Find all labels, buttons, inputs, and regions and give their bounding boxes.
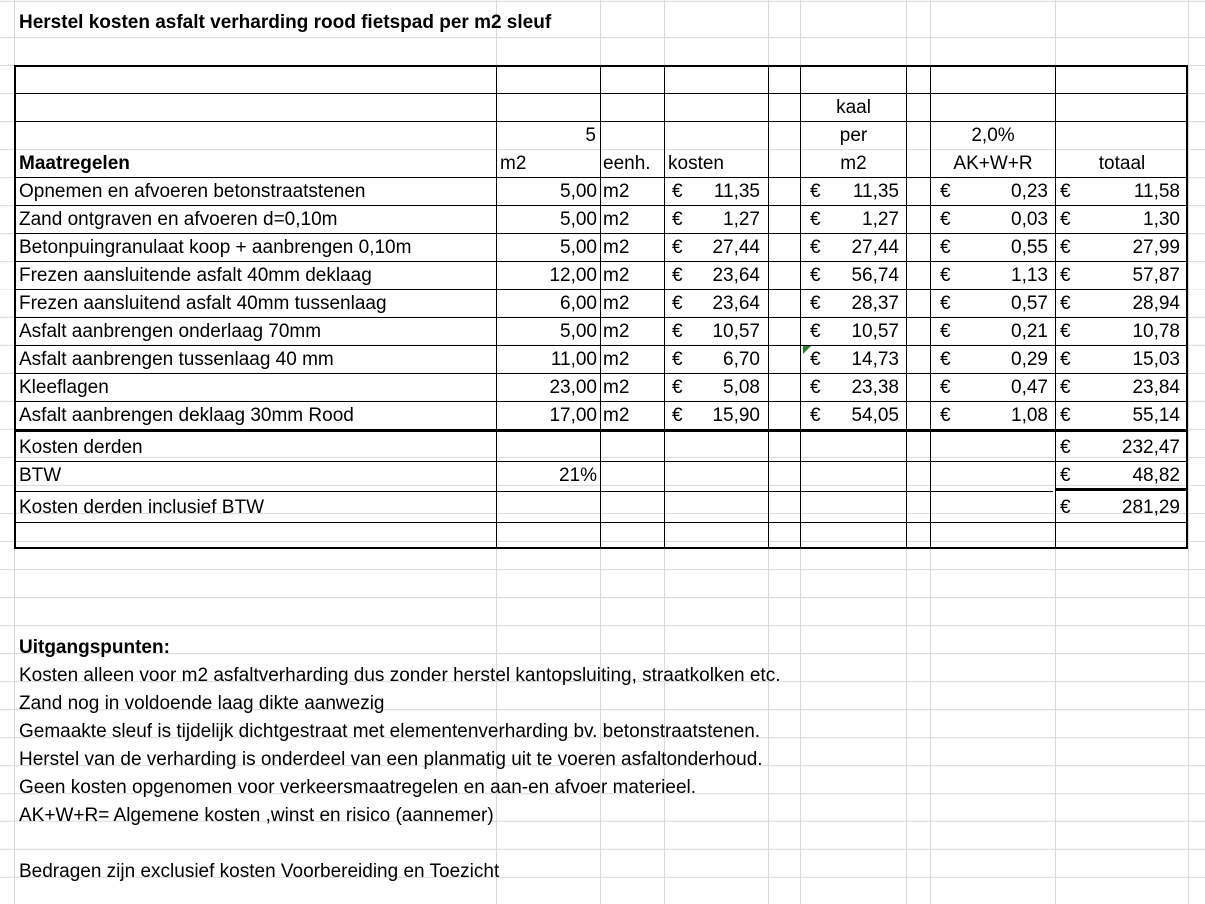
row-kaal-cell[interactable]: 56,74 [851, 265, 899, 286]
euro-sign: € [1060, 321, 1071, 342]
row-akwr-cell[interactable]: 0,23 [1011, 181, 1048, 202]
row-kosten-cell[interactable]: 5,08 [723, 377, 760, 398]
row-unit-cell[interactable]: m2 [603, 321, 630, 342]
row-desc-cell[interactable]: Frezen aansluitend asfalt 40mm tussenlaag [19, 293, 387, 314]
row-kosten-cell[interactable]: 23,64 [712, 293, 760, 314]
row-kosten-cell[interactable]: 6,70 [723, 349, 760, 370]
row-qty-cell[interactable]: 5,00 [560, 181, 597, 202]
row-qty-cell[interactable]: 23,00 [549, 377, 597, 398]
row-desc-cell[interactable]: Asfalt aanbrengen onderlaag 70mm [19, 321, 322, 342]
row-totaal-cell[interactable]: 23,84 [1132, 377, 1180, 398]
row-totaal-cell[interactable]: 27,99 [1132, 237, 1180, 258]
header-akwr[interactable]: AK+W+R [953, 153, 1033, 174]
row-totaal-cell[interactable]: 10,78 [1132, 321, 1180, 342]
notes-heading[interactable]: Uitgangspunten: [19, 637, 170, 658]
row-desc-cell[interactable]: Opnemen en afvoeren betonstraatstenen [19, 181, 366, 202]
notes-footer[interactable]: Bedragen zijn exclusief kosten Voorbereiding en Toezicht [19, 861, 500, 882]
euro-sign: € [940, 405, 951, 426]
col-divider [600, 67, 601, 547]
row-totaal-cell[interactable]: 1,30 [1143, 209, 1180, 230]
euro-sign: € [940, 265, 951, 286]
euro-sign: € [672, 293, 683, 314]
euro-sign: € [810, 293, 821, 314]
col-divider [664, 67, 665, 547]
euro-sign: € [940, 237, 951, 258]
euro-sign: € [940, 377, 951, 398]
euro-sign: € [810, 181, 821, 202]
note-line[interactable]: Gemaakte sleuf is tijdelijk dichtgestraat met elementenverharding bv. betonstraatstenen. [19, 721, 761, 742]
euro-sign: € [1060, 237, 1071, 258]
row-qty-cell[interactable]: 17,00 [549, 405, 597, 426]
header-kaal[interactable]: kaal [836, 97, 871, 118]
row-qty-cell[interactable]: 5,00 [560, 209, 597, 230]
row-kosten-cell[interactable]: 15,90 [712, 405, 760, 426]
row-unit-cell[interactable]: m2 [603, 265, 630, 286]
row-akwr-cell[interactable]: 1,13 [1011, 265, 1048, 286]
row-kosten-cell[interactable]: 10,57 [712, 321, 760, 342]
euro-sign: € [1060, 437, 1071, 458]
header-pct[interactable]: 2,0% [971, 125, 1015, 146]
euro-sign: € [672, 209, 683, 230]
header-totaal[interactable]: totaal [1098, 153, 1146, 174]
row-qty-cell[interactable]: 6,00 [560, 293, 597, 314]
euro-sign: € [672, 181, 683, 202]
row-kaal-cell[interactable]: 11,35 [852, 181, 899, 202]
row-unit-cell[interactable]: m2 [603, 377, 630, 398]
euro-sign: € [1060, 265, 1071, 286]
row-akwr-cell[interactable]: 0,55 [1011, 237, 1048, 258]
euro-sign: € [810, 237, 821, 258]
euro-sign: € [1060, 465, 1071, 486]
euro-sign: € [672, 321, 683, 342]
euro-sign: € [1060, 377, 1071, 398]
euro-sign: € [672, 237, 683, 258]
row-unit-cell[interactable]: m2 [603, 349, 630, 370]
row-akwr-cell[interactable]: 0,47 [1011, 377, 1048, 398]
incl-btw-label[interactable]: Kosten derden inclusief BTW [19, 497, 265, 518]
btw-value[interactable]: 48,82 [1132, 465, 1180, 486]
row-unit-cell[interactable]: m2 [603, 209, 630, 230]
incl-btw-value[interactable]: 281,29 [1121, 497, 1180, 518]
kosten-derden-value[interactable]: 232,47 [1121, 437, 1180, 458]
row-akwr-cell[interactable]: 0,29 [1011, 349, 1048, 370]
notes-section [19, 634, 780, 886]
note-line[interactable]: Kosten alleen voor m2 asfaltverharding dus zonder herstel kantopsluiting, straatkolken etc. [19, 665, 781, 686]
euro-sign: € [810, 377, 821, 398]
row-totaal-cell[interactable]: 57,87 [1132, 265, 1180, 286]
euro-sign: € [672, 377, 683, 398]
cell-comment-indicator-icon [803, 346, 811, 354]
euro-sign: € [810, 349, 821, 370]
row-kosten-cell[interactable]: 23,64 [712, 265, 760, 286]
row-kaal-cell[interactable]: 10,57 [851, 321, 899, 342]
euro-sign: € [672, 405, 683, 426]
row-kaal-cell[interactable]: 28,37 [851, 293, 899, 314]
row-kosten-cell[interactable]: 1,27 [723, 209, 760, 230]
row-qty-cell[interactable]: 12,00 [549, 265, 597, 286]
row-desc-cell[interactable]: Zand ontgraven en afvoeren d=0,10m [19, 209, 338, 230]
row-akwr-cell[interactable]: 0,57 [1011, 293, 1048, 314]
euro-sign: € [810, 405, 821, 426]
row-kosten-cell[interactable]: 11,35 [713, 181, 760, 202]
row-desc-cell[interactable]: Frezen aansluitende asfalt 40mm deklaag [19, 265, 372, 286]
row-qty-cell[interactable]: 5,00 [560, 237, 597, 258]
row-divider [16, 93, 1186, 94]
euro-sign: € [940, 349, 951, 370]
row-desc-cell[interactable]: Asfalt aanbrengen deklaag 30mm Rood [19, 405, 354, 426]
row-totaal-cell[interactable]: 28,94 [1132, 293, 1180, 314]
row-qty-cell[interactable]: 11,00 [550, 349, 597, 370]
btw-pct[interactable]: 21% [558, 465, 597, 486]
row-unit-cell[interactable]: m2 [603, 405, 630, 426]
euro-sign: € [810, 321, 821, 342]
note-line[interactable]: AK+W+R= Algemene kosten ,winst en risico (aannemer) [19, 805, 494, 826]
row-divider [16, 491, 1053, 492]
row-desc-cell[interactable]: Kleeflagen [19, 377, 109, 398]
row-kaal-cell[interactable]: 27,44 [851, 237, 899, 258]
row-kaal-cell[interactable]: 23,38 [851, 377, 899, 398]
row-desc-cell[interactable]: Betonpuingranulaat koop + aanbrengen 0,10m [19, 237, 412, 258]
header-eenh[interactable]: eenh. [603, 153, 651, 174]
euro-sign: € [672, 265, 683, 286]
euro-sign: € [810, 265, 821, 286]
row-qty-cell[interactable]: 5,00 [560, 321, 597, 342]
header-qty-top[interactable]: 5 [585, 125, 596, 146]
row-kaal-cell[interactable]: 14,73 [851, 349, 899, 370]
kosten-derden-label[interactable]: Kosten derden [19, 437, 143, 458]
row-desc-cell[interactable]: Asfalt aanbrengen tussenlaag 40 mm [19, 349, 334, 370]
col-divider [1055, 67, 1056, 547]
euro-sign: € [1060, 209, 1071, 230]
euro-sign: € [1060, 181, 1071, 202]
euro-sign: € [810, 209, 821, 230]
row-kaal-cell[interactable]: 1,27 [862, 209, 899, 230]
row-akwr-cell[interactable]: 0,21 [1011, 321, 1048, 342]
euro-sign: € [1060, 405, 1071, 426]
col-divider [906, 67, 907, 547]
euro-sign: € [1060, 497, 1071, 518]
euro-sign: € [672, 349, 683, 370]
cost-table [14, 65, 1188, 549]
note-line[interactable]: Herstel van de verharding is onderdeel van een planmatig uit te voeren asfaltonderhoud. [19, 749, 763, 770]
row-divider [16, 522, 1186, 523]
sheet-title[interactable]: Herstel kosten asfalt verharding rood fietspad per m2 sleuf [19, 12, 552, 33]
note-line[interactable]: Geen kosten opgenomen voor verkeersmaatregelen en aan-en afvoer materieel. [19, 777, 697, 798]
row-akwr-cell[interactable]: 0,03 [1011, 209, 1048, 230]
note-spacer [19, 830, 780, 858]
row-totaal-cell[interactable]: 15,03 [1132, 349, 1180, 370]
row-totaal-cell[interactable]: 11,58 [1133, 181, 1180, 202]
header-per[interactable]: per [839, 125, 868, 146]
header-m2[interactable]: m2 [500, 153, 527, 174]
row-totaal-cell[interactable]: 55,14 [1132, 405, 1180, 426]
row-kosten-cell[interactable]: 27,44 [712, 237, 760, 258]
euro-sign: € [1060, 293, 1071, 314]
row-divider [16, 461, 1186, 462]
euro-sign: € [940, 321, 951, 342]
euro-sign: € [940, 293, 951, 314]
euro-sign: € [940, 209, 951, 230]
row-unit-cell[interactable]: m2 [603, 293, 630, 314]
euro-sign: € [940, 181, 951, 202]
row-akwr-cell[interactable]: 1,08 [1011, 405, 1048, 426]
col-divider [768, 67, 769, 547]
row-kaal-cell[interactable]: 54,05 [851, 405, 899, 426]
header-maatregelen[interactable]: Maatregelen [19, 153, 130, 174]
row-unit-cell[interactable]: m2 [603, 181, 630, 202]
btw-label[interactable]: BTW [19, 465, 62, 486]
header-per-m2[interactable]: m2 [840, 153, 867, 174]
row-unit-cell[interactable]: m2 [603, 237, 630, 258]
euro-sign: € [1060, 349, 1071, 370]
note-line[interactable]: Zand nog in voldoende laag dikte aanwezig [19, 693, 385, 714]
header-kosten[interactable]: kosten [668, 153, 724, 174]
